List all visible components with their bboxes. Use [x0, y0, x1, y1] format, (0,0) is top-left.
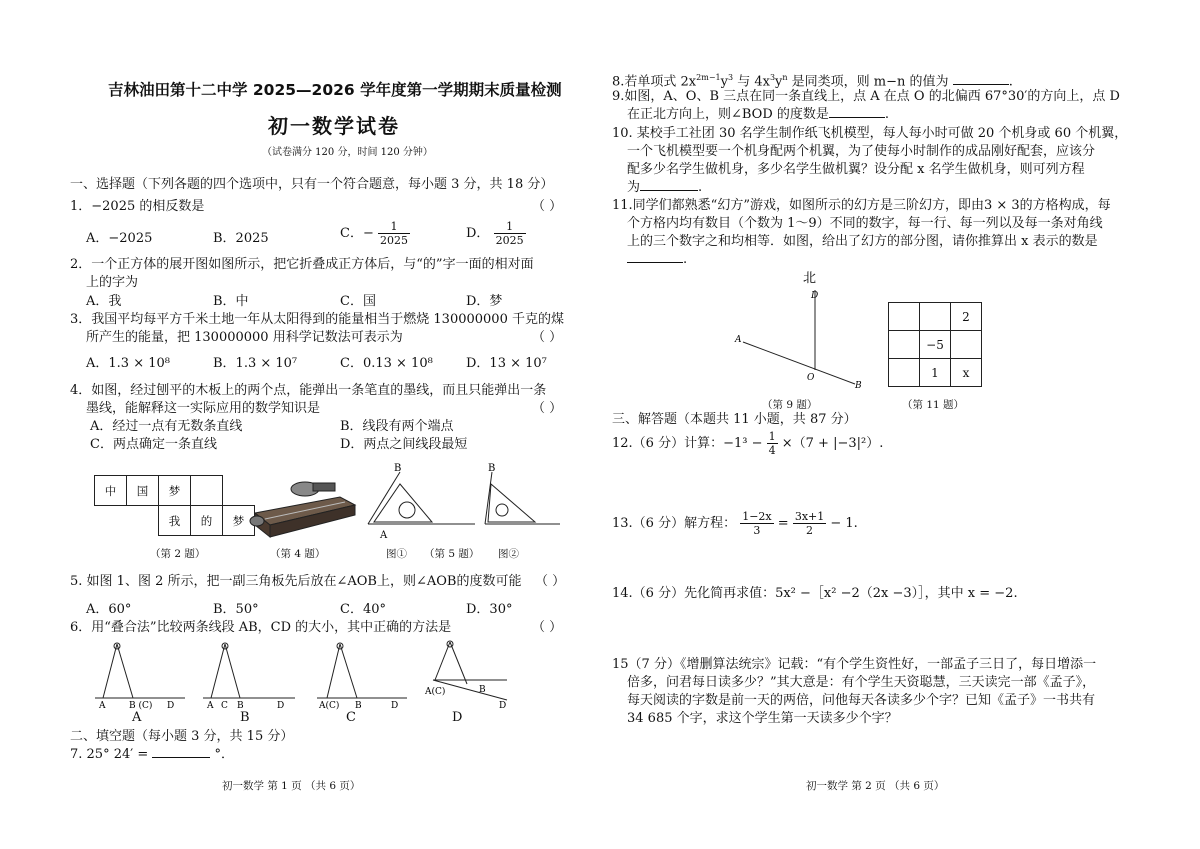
cube-net-figure: [94, 475, 255, 536]
q9-line2: 在正北方向上，则∠BOD 的度数是: [627, 107, 829, 122]
q2-line1: 2．一个正方体的展开图如图所示，把它折叠成正方体后，与“的”字一面的相对面: [70, 257, 534, 272]
q1-option-d: [466, 220, 526, 247]
fig-label-a: A: [380, 530, 388, 541]
direction-figure: [725, 268, 875, 396]
q8-exp1: 2m−1: [696, 73, 721, 82]
q12-den: 4: [768, 444, 776, 457]
school-title: 吉林油田第十二中学 2025—2026 学年度第一学期期末质量检测: [108, 81, 562, 99]
q13-pre: 13.（6 分）解方程：: [612, 516, 737, 531]
q11-answer-blank[interactable]: [627, 262, 683, 263]
q6-stem: 6．用“叠合法”比较两条线段 AB，CD 的大小，其中正确的方法是: [70, 620, 452, 635]
q12-post: ×（7 + |−3|²）.: [781, 436, 884, 451]
q13: [612, 510, 858, 537]
q6-option-d: D: [452, 710, 463, 725]
q8-pre: 8.若单项式 2x: [612, 74, 697, 90]
q15-line2: 倍多，问君每日读多少？”其大意是：有个学生天资聪慧，三天读完一部《孟子》，: [627, 675, 1096, 690]
q1-d-den: 2025: [495, 234, 524, 247]
q6c-label-b: B: [355, 701, 362, 710]
q4-paren: （ ）: [532, 401, 563, 416]
q8-mid2: 与 4x: [733, 74, 770, 90]
q15-line1: 15（7 分）《增删算法统宗》记载：“有个学生资性好，一部孟子三日了，每日增添一: [612, 657, 1097, 672]
magic-cell: x: [951, 359, 982, 387]
footer-page2: 初一数学 第 2 页 （共 6 页）: [806, 780, 945, 792]
q1-option-c: [340, 220, 410, 247]
fig9-label-b: B: [855, 381, 862, 391]
q6b-label-c: C: [221, 701, 228, 710]
magic-cell: [889, 331, 920, 359]
q13-n2: 3x+1: [794, 510, 825, 523]
section2-heading: 二、填空题（每小题 3 分，共 15 分）: [70, 729, 294, 744]
q7-text: 7. 25° 24′ =: [70, 747, 149, 762]
q5-option-c: C．40°: [340, 602, 386, 617]
q1-c-prefix: C．−: [340, 226, 374, 241]
q2-line2: 上的字为: [86, 275, 139, 290]
magic-cell: [889, 303, 920, 331]
q3-line1: 3．我国平均每平方千米土地一年从太阳得到的能量相当于燃烧 130000000 千克的煤: [70, 312, 564, 327]
q5-option-d: D．30°: [466, 602, 513, 617]
q3-paren: （ ）: [532, 330, 563, 345]
q10-line3: 配多少名学生做机身，多少名学生做机翼？设分配 x 名学生做机身，则可列方程: [627, 162, 1085, 177]
q2-option-b: B．中: [213, 294, 249, 309]
q7-unit: °．: [214, 747, 235, 762]
fig9-label-a: A: [735, 335, 742, 345]
q8-exp3: 3: [769, 73, 776, 82]
q6-option-b: B: [240, 710, 250, 725]
q13-d1: 3: [753, 524, 761, 537]
q11-line2: 个方格内均有数目（个数为 1～9）不同的数字，每一行、每一列以及每一条对角线: [627, 216, 1103, 231]
q8-mid3: y: [775, 74, 783, 90]
q8-mid: y: [720, 74, 728, 90]
q1-stem: 1．−2025 的相反数是: [70, 199, 205, 214]
north-label: 北: [803, 271, 817, 286]
magic-cell: [951, 331, 982, 359]
q13-post: − 1.: [830, 516, 858, 531]
net-cell: 国: [127, 476, 159, 506]
q4-line1: 4．如图，经过刨平的木板上的两个点，能弹出一条笔直的墨线，而且只能弹出一条: [70, 383, 547, 398]
q3-option-c: C．0.13 × 10⁸: [340, 356, 433, 371]
q12: [612, 430, 883, 457]
magic-cell: 1: [920, 359, 951, 387]
caption-q2: （第 2 题）: [150, 548, 206, 560]
q8-answer-blank[interactable]: [953, 84, 1009, 85]
q4-line2: 墨线，能解释这一实际应用的数学知识是: [86, 401, 321, 416]
q3-option-a: A．1.3 × 10⁸: [86, 356, 170, 371]
q4-option-c: C．两点确定一条直线: [90, 437, 217, 452]
set-square-figures: [360, 462, 570, 544]
fig9-label-o: O: [807, 373, 815, 383]
exam-note: （试卷满分 120 分，时间 120 分钟）: [262, 147, 433, 158]
q6b-label-b: B: [237, 701, 244, 710]
q8-exp4: n: [782, 73, 788, 82]
q6a-label-a: A: [99, 701, 106, 710]
q11-line3: 上的三个数字之和均相等．如图，给出了幻方的部分图，请你推算出 x 表示的数是: [627, 234, 1098, 249]
magic-square: [888, 302, 982, 387]
q1-option-b: B．2025: [213, 231, 269, 246]
caption-fig2: 图②: [498, 548, 519, 560]
q11-answer-wrap: .: [627, 250, 687, 270]
q6a-label-b: B (C): [129, 701, 153, 710]
caption-fig1: 图①: [386, 548, 407, 560]
magic-cell: [889, 359, 920, 387]
q6-option-a: A: [132, 710, 142, 725]
q1-d-prefix: D．: [466, 226, 490, 241]
q13-d2: 2: [806, 524, 814, 537]
q2-option-c: C．国: [340, 294, 376, 309]
q1-c-den: 2025: [379, 234, 408, 247]
q3-line2: 所产生的能量，把 130000000 用科学记数法可表示为: [86, 330, 403, 345]
q4-option-a: A．经过一点有无数条直线: [90, 419, 243, 434]
wood-board-illustration: [245, 475, 365, 545]
q4-option-d: D．两点之间线段最短: [340, 437, 468, 452]
q2-option-a: A．我: [86, 294, 122, 309]
q6-paren: （ ）: [532, 620, 563, 635]
net-cell: 梦: [159, 476, 191, 506]
magic-cell: −5: [920, 331, 951, 359]
q4-option-b: B．线段有两个端点: [340, 419, 454, 434]
q6a-label-d: D: [167, 701, 175, 710]
net-cell: 梦: [223, 506, 255, 536]
q6b-label-d: D: [277, 701, 285, 710]
q15-line3: 每天阅读的字数是前一天的两倍，问他每天各读多少个字？已知《孟子》一书共有: [627, 693, 1096, 708]
q6c-label-ac: A(C): [319, 701, 340, 710]
q6d-label-b: B: [479, 685, 486, 695]
fig-label-b2: B: [488, 463, 496, 474]
q9-line1: 9.如图，A、O、B 三点在同一条直线上，点 A 在点 O 的北偏西 67°30′的方向上，点 D: [612, 89, 1120, 104]
q10-line4: 为: [627, 180, 641, 195]
q14: 14.（6 分）先化简再求值：5x² −［x² −2（2x −3）］，其中 x = −2.: [612, 586, 1018, 601]
q5-stem: 5. 如图 1、图 2 所示，把一副三角板先后放在∠AOB上，则∠AOB的度数可能: [70, 574, 522, 589]
q5-option-b: B．50°: [213, 602, 259, 617]
q9-line2-wrap: 在正北方向上，则∠BOD 的度数是 .: [627, 107, 890, 122]
q10-answer-blank[interactable]: [640, 190, 698, 191]
caption-q4: （第 4 题）: [270, 548, 326, 560]
q10-line4-wrap: 为 .: [627, 180, 703, 195]
fig9-label-d: D: [811, 291, 819, 301]
q6-option-c: C: [346, 710, 356, 725]
q15-line4: 34 685 个字，求这个学生第一天读多少个字？: [627, 711, 898, 726]
q1-paren: （ ）: [532, 199, 563, 214]
q13-eq: =: [777, 516, 789, 531]
compass-figures: [95, 640, 575, 710]
section3-heading: 三、解答题（本题共 11 小题，共 87 分）: [612, 412, 857, 427]
q1-option-a: A．−2025: [86, 231, 153, 246]
q3-option-d: D．13 × 10⁷: [466, 356, 547, 371]
q9-answer-blank[interactable]: [829, 117, 885, 118]
q10-line1: 10. 某校手工社团 30 名学生制作纸飞机模型，每人每小时可做 20 个机身或 60 个机翼，: [612, 126, 1128, 141]
q5-option-a: A．60°: [86, 602, 132, 617]
fig-label-b: B: [394, 463, 402, 474]
section1-heading: 一、选择题（下列各题的四个选项中，只有一个符合题意，每小题 3 分，共 18 分）: [70, 177, 554, 192]
q10-line2: 一个飞机模型要一个机身配两个机翼，为了使每小时制作的成品刚好配套，应该分: [627, 144, 1096, 159]
caption-q5: （第 5 题）: [424, 548, 480, 560]
q6b-label-a: A: [207, 701, 214, 710]
net-cell: 中: [95, 476, 127, 506]
net-cell: 的: [191, 506, 223, 536]
q6c-label-d: D: [391, 701, 399, 710]
q7: [70, 745, 234, 765]
magic-cell: 2: [951, 303, 982, 331]
q5-paren: （ ）: [535, 574, 566, 589]
q1-c-num: 1: [378, 220, 410, 234]
caption-q11: （第 11 题）: [902, 399, 965, 411]
q8-post: 是同类项，则 m−n 的值为: [787, 74, 949, 90]
net-cell: 我: [159, 506, 191, 536]
q7-answer-blank[interactable]: [152, 757, 210, 758]
footer-page1: 初一数学 第 1 页 （共 6 页）: [222, 780, 361, 792]
q1-d-num: 1: [494, 220, 526, 234]
q8-exp2: 3: [727, 73, 734, 82]
q12-pre: 12.（6 分）计算：−1³ −: [612, 436, 763, 451]
caption-q9: （第 9 题）: [762, 399, 818, 411]
q2-option-d: D．梦: [466, 294, 503, 309]
q13-n1: 1−2x: [742, 510, 772, 523]
magic-cell: [920, 303, 951, 331]
q6d-label-d: D: [499, 701, 507, 710]
q3-option-b: B．1.3 × 10⁷: [213, 356, 298, 371]
exam-title: 初一数学试卷: [268, 114, 400, 138]
q6d-label-ac: A(C): [425, 687, 446, 697]
q12-num: 1: [768, 430, 776, 443]
q8: 8.若单项式 $2x^{2m-1}y^3$ 与 $4x^3y^n$ 是同类项，则 m−n 的值为 .: [612, 73, 1013, 90]
q11-line1: 11.同学们都熟悉“幻方”游戏，如图所示的幻方是三阶幻方，即由3 × 3的方格构成，每: [612, 198, 1111, 213]
